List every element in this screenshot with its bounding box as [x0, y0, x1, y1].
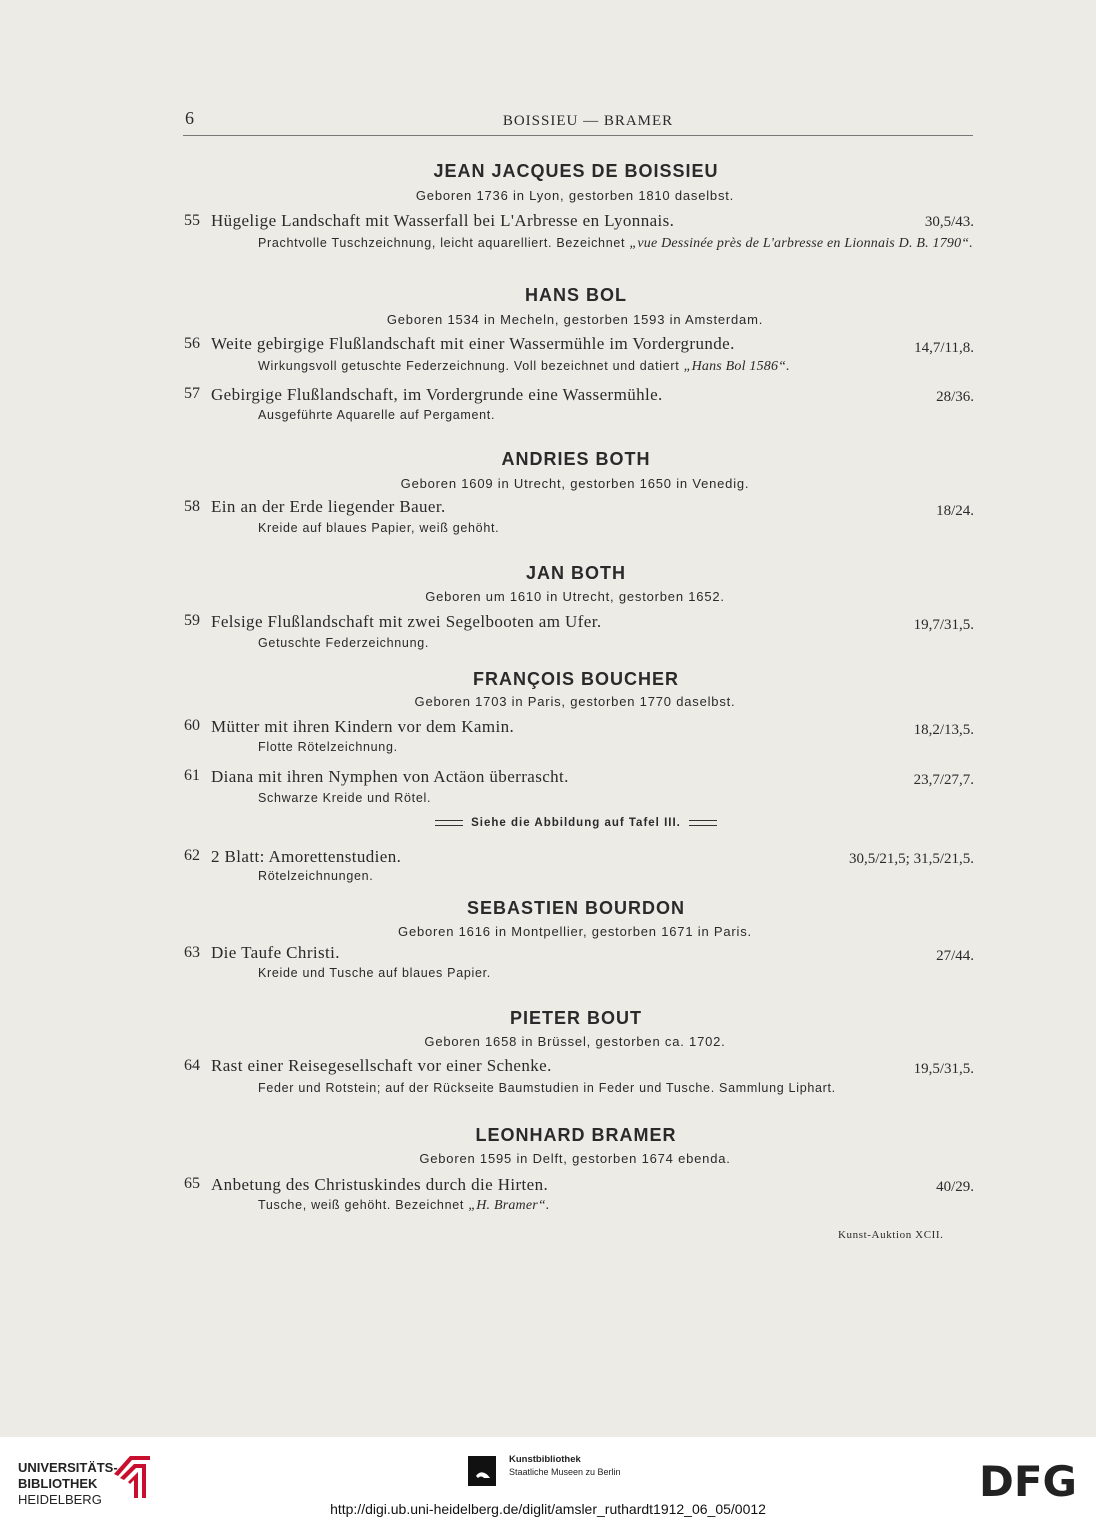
lot-number: 55: [184, 212, 200, 229]
artist-birth: Geboren um 1610 in Utrecht, gestorben 1652.: [425, 589, 725, 604]
lot-title: Felsige Flußlandschaft mit zwei Segelbooten am Ufer.: [211, 612, 602, 631]
lot-title: Hügelige Landschaft mit Wasserfall bei L'Arbresse en Lyonnais.: [211, 211, 675, 230]
lot-note: Flotte Rötelzeichnung.: [258, 740, 398, 754]
artist-birth: Geboren 1609 in Utrecht, gestorben 1650 in Venedig.: [400, 476, 750, 491]
ub-heidelberg-logo-text[interactable]: UNIVERSITÄTS- BIBLIOTHEK HEIDELBERG: [18, 1460, 118, 1507]
lot-note: Getuschte Federzeichnung.: [258, 636, 430, 650]
artist-heading: LEONHARD BRAMER: [475, 1125, 677, 1145]
lot-size: 27/44.: [936, 948, 974, 964]
artist-birth: Geboren 1534 in Mecheln, gestorben 1593 in Amsterdam.: [386, 312, 764, 327]
artist-heading: JAN BOTH: [525, 563, 626, 583]
lot-title: Ein an der Erde liegender Bauer.: [211, 497, 446, 516]
lot-number: 60: [184, 717, 200, 734]
lot-title: 2 Blatt: Amorettenstudien.: [211, 847, 402, 866]
lot-note: Kreide und Tusche auf blaues Papier.: [258, 966, 491, 980]
kunstbibliothek-logo-icon[interactable]: [468, 1456, 496, 1486]
ub-logo-icon[interactable]: [110, 1452, 154, 1502]
lot-number: 64: [184, 1057, 200, 1074]
lot-note: Schwarze Kreide und Rötel.: [258, 791, 432, 805]
artist-birth: Geboren 1595 in Delft, gestorben 1674 ebenda.: [419, 1151, 731, 1166]
lot-note: Prachtvolle Tuschzeichnung, leicht aquarelliert. Bezeichnet „vue Dessinée près de L'arbresse en Lionnais D. B. 1790“.: [258, 236, 973, 251]
lot-note: Tusche, weiß gehöht. Bezeichnet „H. Bramer“.: [258, 1198, 550, 1213]
lot-size: 30,5/21,5; 31,5/21,5.: [848, 851, 974, 867]
lot-size: 18/24.: [936, 503, 974, 519]
lot-size: 28/36.: [936, 389, 974, 405]
permalink-url[interactable]: http://digi.ub.uni-heidelberg.de/diglit/amsler_ruthardt1912_06_05/0012: [330, 1501, 766, 1517]
lot-note: Ausgeführte Aquarelle auf Pergament.: [258, 408, 496, 422]
lot-title: Rast einer Reisegesellschaft vor einer Schenke.: [211, 1056, 552, 1075]
lot-size: 30,5/43.: [924, 214, 974, 230]
artist-heading: FRANÇOIS BOUCHER: [472, 669, 679, 689]
lot-size: 23,7/27,7.: [913, 772, 974, 788]
lot-size: 18,2/13,5.: [913, 722, 974, 738]
lot-number: 57: [184, 385, 200, 402]
lot-size: 40/29.: [936, 1179, 974, 1195]
plate-reference: Siehe die Abbildung auf Tafel III.: [0, 817, 1096, 829]
lot-note: Wirkungsvoll getuschte Federzeichnung. Voll bezeichnet und datiert „Hans Bol 1586“.: [258, 359, 790, 374]
lot-signature: „vue Dessinée près de L'arbresse en Lionnais D. B. 1790“.: [629, 236, 973, 251]
artist-heading: PIETER BOUT: [509, 1008, 642, 1028]
header-rule: [183, 135, 973, 136]
lot-number: 58: [184, 498, 200, 515]
lot-number: 61: [184, 767, 200, 784]
lot-note: Feder und Rotstein; auf der Rückseite Baumstudien in Feder und Tusche. Sammlung Liphart.: [258, 1081, 836, 1095]
lot-title: Diana mit ihren Nymphen von Actäon überrascht.: [211, 767, 569, 786]
running-title: BOISSIEU — BRAMER: [502, 113, 674, 129]
lot-title: Die Taufe Christi.: [211, 943, 340, 962]
svg-text:DFG: DFG: [978, 1461, 1078, 1501]
lot-number: 59: [184, 612, 200, 629]
catalog-footer: Kunst-Auktion XCII.: [838, 1229, 944, 1241]
artist-birth: Geboren 1616 in Montpellier, gestorben 1671 in Paris.: [398, 924, 752, 939]
lot-title: Weite gebirgige Flußlandschaft mit einer Wassermühle im Vordergrunde.: [211, 334, 735, 353]
lot-title: Gebirgige Flußlandschaft, im Vordergrunde eine Wassermühle.: [211, 385, 663, 404]
artist-birth: Geboren 1658 in Brüssel, gestorben ca. 1702.: [424, 1034, 726, 1049]
lot-number: 63: [184, 944, 200, 961]
dfg-logo-icon[interactable]: [974, 1461, 1082, 1501]
double-rule: [435, 820, 463, 826]
lot-title: Mütter mit ihren Kindern vor dem Kamin.: [211, 717, 515, 736]
artist-birth: Geboren 1736 in Lyon, gestorben 1810 daselbst.: [415, 188, 735, 203]
artist-birth: Geboren 1703 in Paris, gestorben 1770 daselbst.: [414, 694, 736, 709]
lot-size: 14,7/11,8.: [914, 340, 974, 356]
lot-size: 19,5/31,5.: [913, 1061, 974, 1077]
artist-heading: JEAN JACQUES DE BOISSIEU: [433, 161, 719, 181]
lot-note: Rötelzeichnungen.: [258, 869, 374, 883]
lot-title: Anbetung des Christuskindes durch die Hirten.: [211, 1175, 549, 1194]
lot-note: Kreide auf blaues Papier, weiß gehöht.: [258, 521, 500, 535]
lot-signature: „Hans Bol 1586“.: [683, 359, 790, 374]
artist-heading: SEBASTIEN BOURDON: [466, 898, 685, 918]
kunstbibliothek-text: Kunstbibliothek Staatliche Museen zu Berlin: [509, 1454, 621, 1477]
artist-heading: ANDRIES BOTH: [501, 449, 651, 469]
page-number: 6: [185, 108, 194, 128]
lot-number: 62: [184, 847, 200, 864]
lot-signature: „H. Bramer“.: [468, 1198, 550, 1213]
double-rule: [689, 820, 717, 826]
lot-number: 56: [184, 335, 200, 352]
lot-size: 19,7/31,5.: [913, 617, 974, 633]
artist-heading: HANS BOL: [525, 285, 627, 305]
lot-number: 65: [184, 1175, 200, 1192]
